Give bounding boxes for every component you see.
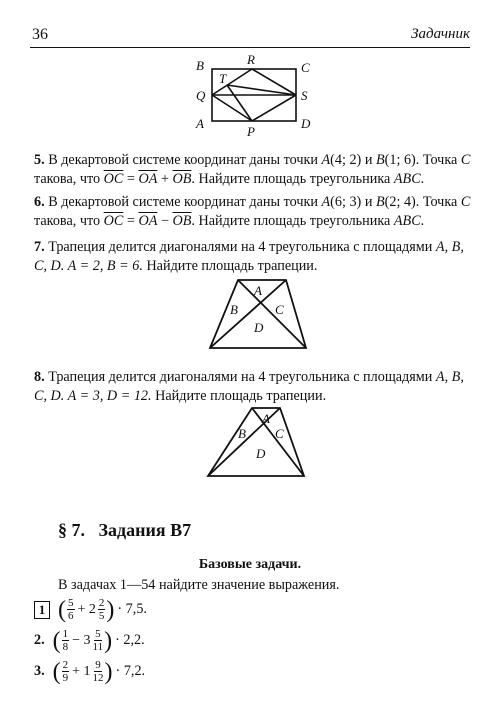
operator: −	[157, 213, 173, 229]
area-A: A	[262, 411, 270, 426]
denominator: 9	[62, 672, 69, 684]
paren-close: )	[104, 627, 113, 654]
problem-text: В декартовой системе координат даны точки	[44, 152, 322, 168]
label-R: R	[247, 52, 255, 67]
var: A	[321, 152, 331, 168]
trapezoid-figure-8	[0, 406, 500, 486]
problem-text: В декартовой системе координат даны точки	[44, 194, 322, 210]
var: B	[375, 194, 385, 210]
task-number: 3.	[34, 663, 45, 679]
var: A	[321, 194, 331, 210]
numerator: 5	[68, 597, 74, 609]
problem-number: 7.	[34, 239, 45, 255]
var: C	[460, 152, 471, 168]
label-T: T	[219, 71, 227, 86]
operator: − 3	[72, 632, 91, 648]
label-A: A	[196, 116, 204, 131]
vector: $\overline{OA}$	[138, 171, 158, 187]
fraction	[62, 628, 70, 653]
numerator: 2	[62, 659, 69, 671]
problem-text: Найдите площадь трапеции.	[151, 388, 327, 404]
fraction	[98, 597, 106, 622]
task-3	[34, 659, 145, 684]
paren-close: )	[106, 596, 115, 623]
denominator: 6	[68, 610, 74, 622]
area-B: B	[230, 302, 238, 317]
var: A, B,	[435, 369, 464, 385]
problem-text: (2; 4). Точка	[384, 194, 461, 210]
area-A: A	[254, 283, 262, 298]
problem-text: . Найдите площадь треугольника	[191, 213, 394, 229]
vector: $\overline{OC}$	[103, 171, 124, 187]
page-number: 36	[32, 26, 48, 43]
area-B: B	[238, 426, 246, 441]
denominator: 8	[62, 641, 69, 653]
problem-text: .	[420, 171, 425, 187]
task-number: 2.	[34, 632, 45, 648]
area-C: C	[275, 426, 284, 441]
trapezoid-figure-7	[0, 278, 500, 358]
task-number-boxed: 1	[34, 601, 50, 619]
header-rule	[30, 47, 470, 48]
area-D: D	[254, 320, 264, 335]
denominator: 11	[92, 641, 104, 653]
vector: $\overline{OA}$	[138, 213, 158, 229]
running-title: Задачник	[411, 26, 470, 42]
problem-text: Трапеция делится диагоналями на 4 треугольника с площадями	[44, 239, 436, 255]
label-D: D	[301, 116, 311, 131]
operator: + 2	[77, 601, 96, 617]
label-S: S	[301, 88, 308, 103]
label-B: B	[196, 58, 204, 73]
fraction	[67, 597, 75, 622]
var: ABC	[393, 171, 421, 187]
problem-text: Найдите площадь трапеции.	[142, 258, 318, 274]
fraction	[93, 628, 104, 653]
var: B	[375, 152, 385, 168]
operator: + 1	[72, 663, 91, 679]
problem-text: такова, что	[34, 213, 104, 229]
numerator: 5	[95, 628, 101, 640]
problem-number: 5.	[34, 152, 45, 168]
task-tail: · 2,2.	[115, 632, 145, 648]
operator: =	[123, 171, 139, 187]
task-1	[34, 597, 147, 622]
condition: A = 3, D = 12.	[64, 388, 152, 404]
section-heading: § 7. Задания B7	[58, 520, 192, 540]
problem-text: (6; 3) и	[330, 194, 376, 210]
numerator: 9	[95, 659, 101, 671]
numerator: 1	[62, 628, 69, 640]
problem-number: 8.	[34, 369, 45, 385]
task-2	[34, 628, 145, 653]
condition: A = 2, B = 6.	[64, 258, 143, 274]
area-C: C	[275, 302, 284, 317]
numerator: 2	[98, 597, 105, 609]
task-tail: · 7,5.	[117, 601, 147, 617]
task-tail: · 7,2.	[115, 663, 146, 679]
problem-number: 6.	[34, 194, 45, 210]
label-Q: Q	[196, 88, 206, 103]
problem-text: .	[420, 213, 425, 229]
operator: +	[157, 171, 173, 187]
problem-8	[34, 368, 474, 406]
problem-text: Трапеция делится диагоналями на 4 треугольника с площадями	[44, 369, 436, 385]
var: C	[460, 194, 471, 210]
problem-text: . Найдите площадь треугольника	[191, 171, 394, 187]
area-D: D	[256, 446, 266, 461]
problem-5	[34, 151, 474, 189]
fraction	[62, 659, 70, 684]
denominator: 12	[92, 672, 104, 684]
subsection-heading: Базовые задачи.	[198, 557, 302, 572]
fraction	[93, 659, 104, 684]
paren-open: (	[58, 596, 66, 623]
operator: =	[123, 213, 139, 229]
section-intro: В задачах 1—54 найдите значение выражения.	[58, 577, 340, 593]
problem-text: (1; 6). Точка	[384, 152, 461, 168]
paren-close: )	[104, 658, 113, 685]
label-P: P	[247, 124, 255, 139]
paren-open: (	[52, 658, 61, 685]
problem-text: (4; 2) и	[330, 152, 376, 168]
problem-7	[34, 238, 474, 276]
var: C, D.	[34, 388, 65, 404]
problem-6	[34, 193, 474, 231]
var: A, B,	[435, 239, 464, 255]
denominator: 5	[98, 610, 105, 622]
vector: $\overline{OC}$	[103, 213, 124, 229]
paren-open: (	[52, 627, 61, 654]
var: C, D.	[34, 258, 65, 274]
vector: $\overline{OB}$	[172, 213, 192, 229]
vector: $\overline{OB}$	[172, 171, 192, 187]
problem-text: такова, что	[34, 171, 104, 187]
var: ABC	[393, 213, 421, 229]
label-C: C	[301, 60, 310, 75]
